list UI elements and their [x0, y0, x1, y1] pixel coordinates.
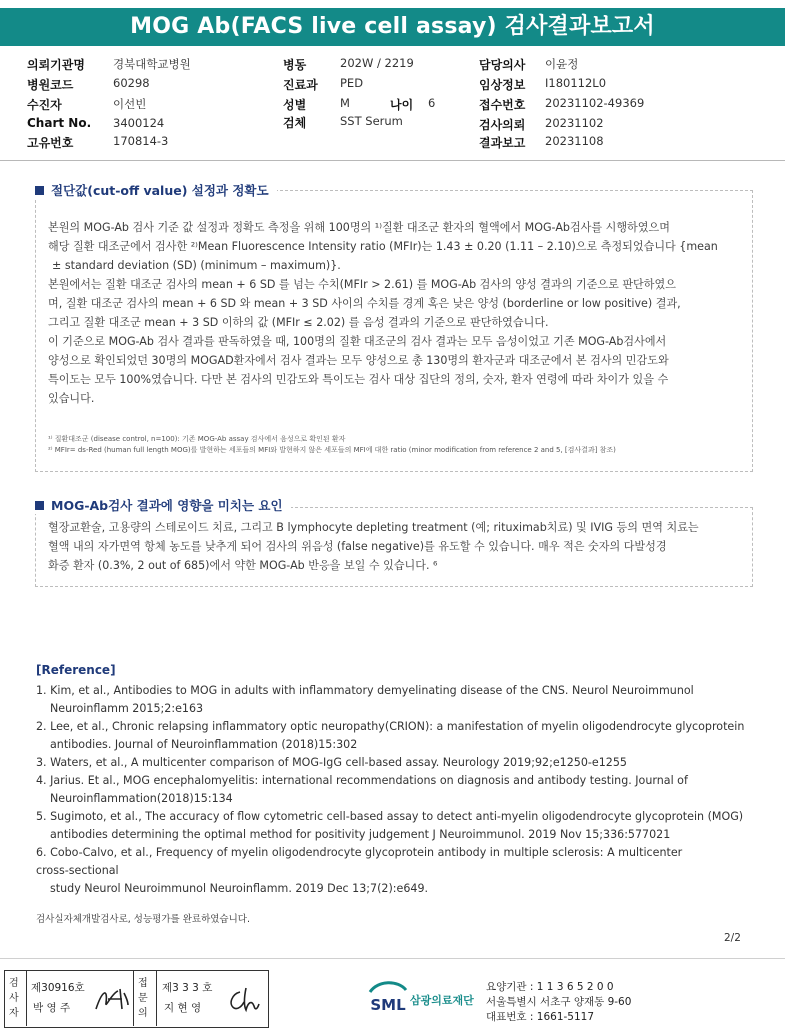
validation-note: 검사실자체개발검사로, 성능평가를 완료하였습니다. — [36, 914, 250, 925]
info-value: 20231108 — [545, 134, 604, 148]
reference-item-cont: Neuroinflamm 2015;2:e163 — [50, 702, 204, 715]
paragraph-line: 혈액 내의 자가면역 항체 농도를 낮추게 되어 검사의 위음성 (false negative)를 유도할 수 있습니다. 매우 적은 숫자의 다발성경 — [48, 540, 667, 553]
divider — [0, 958, 785, 959]
paragraph-line: 해당 질환 대조군에서 검사한 ²⁾Mean Fluorescence Intensity ratio (MFIr)는 1.43 ± 0.20 (1.11 – 2.10)으로 측정되었습니다 {mean — [48, 240, 718, 253]
info-label: 의뢰기관명 — [27, 58, 85, 72]
handwritten-signature-icon — [224, 984, 262, 1016]
paragraph-line: 그리고 질환 대조군 mean + 3 SD 이하의 값 (MFIr ≤ 2.02) 를 음성 결과의 기준으로 판단하였습니다. — [48, 316, 549, 329]
signer-name: 지 현 영 — [164, 1002, 202, 1014]
handwritten-signature-icon — [92, 985, 132, 1015]
reference-item: 1. Kim, et al., Antibodies to MOG in adults with inflammatory demyelinating disease of the CNS. Neurol Neuroimmunol — [36, 684, 694, 697]
info-value: 3400124 — [113, 116, 165, 130]
info-label: 성별 — [283, 98, 307, 112]
cutoff-footnotes — [48, 434, 748, 456]
paragraph-line: 며, 질환 대조군 검사의 mean + 6 SD 와 mean + 3 SD 사이의 수치를 경계 혹은 낮은 양성 (borderline or low positive) 결과, — [48, 297, 681, 310]
bullet-square-icon — [35, 186, 44, 195]
info-value: I180112L0 — [545, 76, 607, 90]
info-label: 검체 — [283, 116, 307, 130]
info-label: 임상정보 — [479, 78, 526, 92]
org-info-line: 대표번호 : 1661-5117 — [486, 1011, 595, 1023]
info-value: 60298 — [113, 76, 150, 90]
role-label: 접문의 — [138, 978, 148, 1019]
info-value: 20231102 — [545, 116, 604, 130]
license-number: 제3 3 3 호 — [162, 982, 213, 994]
info-value: 202W / 2219 — [340, 56, 414, 70]
org-info-line: 서울특별시 서초구 양재동 9-60 — [486, 996, 632, 1008]
license-number: 제30916호 — [31, 982, 85, 994]
info-value: 20231102-49369 — [545, 96, 645, 110]
info-label-age: 나이 — [390, 98, 414, 112]
factors-section-heading — [35, 496, 291, 514]
reference-item: 2. Lee, et al., Chronic relapsing inflammatory optic neuropathy(CRION): a manifestation of myelin oligodendrocyte glycoprotein — [36, 720, 745, 733]
info-value: 이윤정 — [545, 57, 579, 71]
signer-name: 박 영 주 — [33, 1002, 71, 1014]
info-value: 170814-3 — [113, 134, 169, 148]
info-label: 수진자 — [27, 98, 62, 112]
org-info — [486, 980, 631, 1025]
cutoff-section-body — [48, 218, 748, 408]
section-title: MOG-Ab검사 결과에 영향을 미치는 요인 — [51, 498, 283, 513]
org-info-line: 요양기관 : 1 1 3 6 5 2 0 0 — [486, 981, 614, 993]
info-label: 병원코드 — [27, 78, 74, 92]
info-label: 접수번호 — [479, 98, 526, 112]
reference-item-cont: antibodies. Journal of Neuroinflammation (2018)15:302 — [50, 738, 358, 751]
section-title: 절단값(cut-off value) 설정과 정확도 — [51, 183, 269, 198]
info-value: 이선빈 — [113, 97, 147, 111]
sml-logo-icon — [364, 978, 412, 1018]
info-value-age: 6 — [428, 96, 436, 110]
footnote: ¹⁾ 질환대조군 (disease control, n=100): 기존 MOG-Ab assay 검사에서 음성으로 확인된 환자 — [48, 435, 346, 443]
role-label: 검사자 — [9, 978, 19, 1019]
logo-text: SML — [370, 996, 406, 1014]
bullet-square-icon — [35, 501, 44, 510]
info-label: Chart No. — [27, 116, 92, 130]
paragraph-line: 혈장교환술, 고용량의 스테로이드 치료, 그리고 B lymphocyte depleting treatment (예; rituximab치료) 및 IVIG 등의 면역 치료는 — [48, 521, 699, 534]
paragraph-line: 본원에서는 질환 대조군 검사의 mean + 6 SD 를 넘는 수치(MFIr > 2.61) 를 MOG-Ab 검사의 양성 결과의 기준으로 판단하였으 — [48, 278, 676, 291]
org-name: 삼광의료재단 — [410, 994, 474, 1007]
reference-item-cont: Neuroinflammation(2018)15:134 — [50, 792, 233, 805]
reference-list — [36, 682, 756, 898]
paragraph-line: ± standard deviation (SD) (minimum – maximum)}. — [52, 259, 341, 272]
paragraph-line: 화증 환자 (0.3%, 2 out of 685)에서 약한 MOG-Ab 반응을 보일 수 있습니다. ⁶ — [48, 559, 438, 572]
paragraph-line: 본원의 MOG-Ab 검사 기준 값 설정과 정확도 측정을 위해 100명의 ¹⁾질환 대조군 환자의 혈액에서 MOG-Ab검사를 시행하였으며 — [48, 221, 670, 234]
reference-item-cont: antibodies determining the optimal method for positivity judgement J Neuroimmunol. 2019 Nov 15;336:577021 — [50, 828, 671, 841]
reference-item: 5. Sugimoto, et al., The accuracy of flow cytometric cell-based assay to detect anti-myelin oligodendrocyte glycoprotein (MOG) — [36, 810, 744, 823]
info-label: 담당의사 — [479, 58, 526, 72]
reference-heading: [Reference] — [36, 663, 116, 677]
reference-item: 4. Jarius. Et al., MOG encephalomyelitis: international recommendations on diagnosis and antibody testing. Journal of — [36, 774, 688, 787]
patient-info — [0, 54, 785, 154]
page-number: 2/2 — [724, 932, 741, 944]
info-label: 결과보고 — [479, 136, 526, 150]
info-value: PED — [340, 76, 364, 90]
info-label: 고유번호 — [27, 136, 74, 150]
paragraph-line: 있습니다. — [48, 392, 95, 405]
paragraph-line: 양성으로 확인되었던 30명의 MOGAD환자에서 검사 결과는 모두 양성으로 총 130명의 환자군과 대조군에서 본 검사의 민감도와 — [48, 354, 669, 367]
divider — [0, 160, 785, 161]
reference-item: 6. Cobo-Calvo, et al., Frequency of myelin oligodendrocyte glycoprotein antibody in multiple sclerosis: A multicenter — [36, 846, 683, 859]
info-value: M — [340, 96, 350, 110]
info-value: 경북대학교병원 — [113, 57, 191, 71]
factors-section-body — [48, 518, 748, 575]
paragraph-line: 이 기준으로 MOG-Ab 검사 결과를 판독하였을 때, 100명의 질환 대조군의 검사 결과는 모두 음성이었고 기존 MOG-Ab검사에서 — [48, 335, 667, 348]
reference-item-cont: study Neurol Neuroimmunol Neuroinflamm. 2019 Dec 13;7(2):e649. — [50, 882, 429, 895]
info-label: 검사의뢰 — [479, 118, 526, 132]
paragraph-line: 특이도는 모두 100%였습니다. 다만 본 검사의 민감도와 특이도는 검사 대상 집단의 정의, 숫자, 환자 연령에 따라 차이가 있을 수 — [48, 373, 669, 386]
footnote: ²⁾ MFIr= ds-Red (human full length MOG)를 발현하는 세포들의 MFI와 발현하지 않은 세포들의 MFI에 대한 ratio (minor modification from reference 2 and 5, [검사결과] 참조) — [48, 446, 616, 454]
info-value: SST Serum — [340, 114, 403, 128]
info-label: 병동 — [283, 58, 307, 72]
reference-item: 3. Waters, et al., A multicenter comparison of MOG-IgG cell-based assay. Neurology 2019;92;e1250-e1255 — [36, 756, 627, 769]
cutoff-section-heading — [35, 181, 277, 199]
reference-item-cont: cross-sectional — [36, 864, 119, 877]
report-title: MOG Ab(FACS live cell assay) 검사결과보고서 — [0, 8, 785, 46]
info-label: 진료과 — [283, 78, 318, 92]
